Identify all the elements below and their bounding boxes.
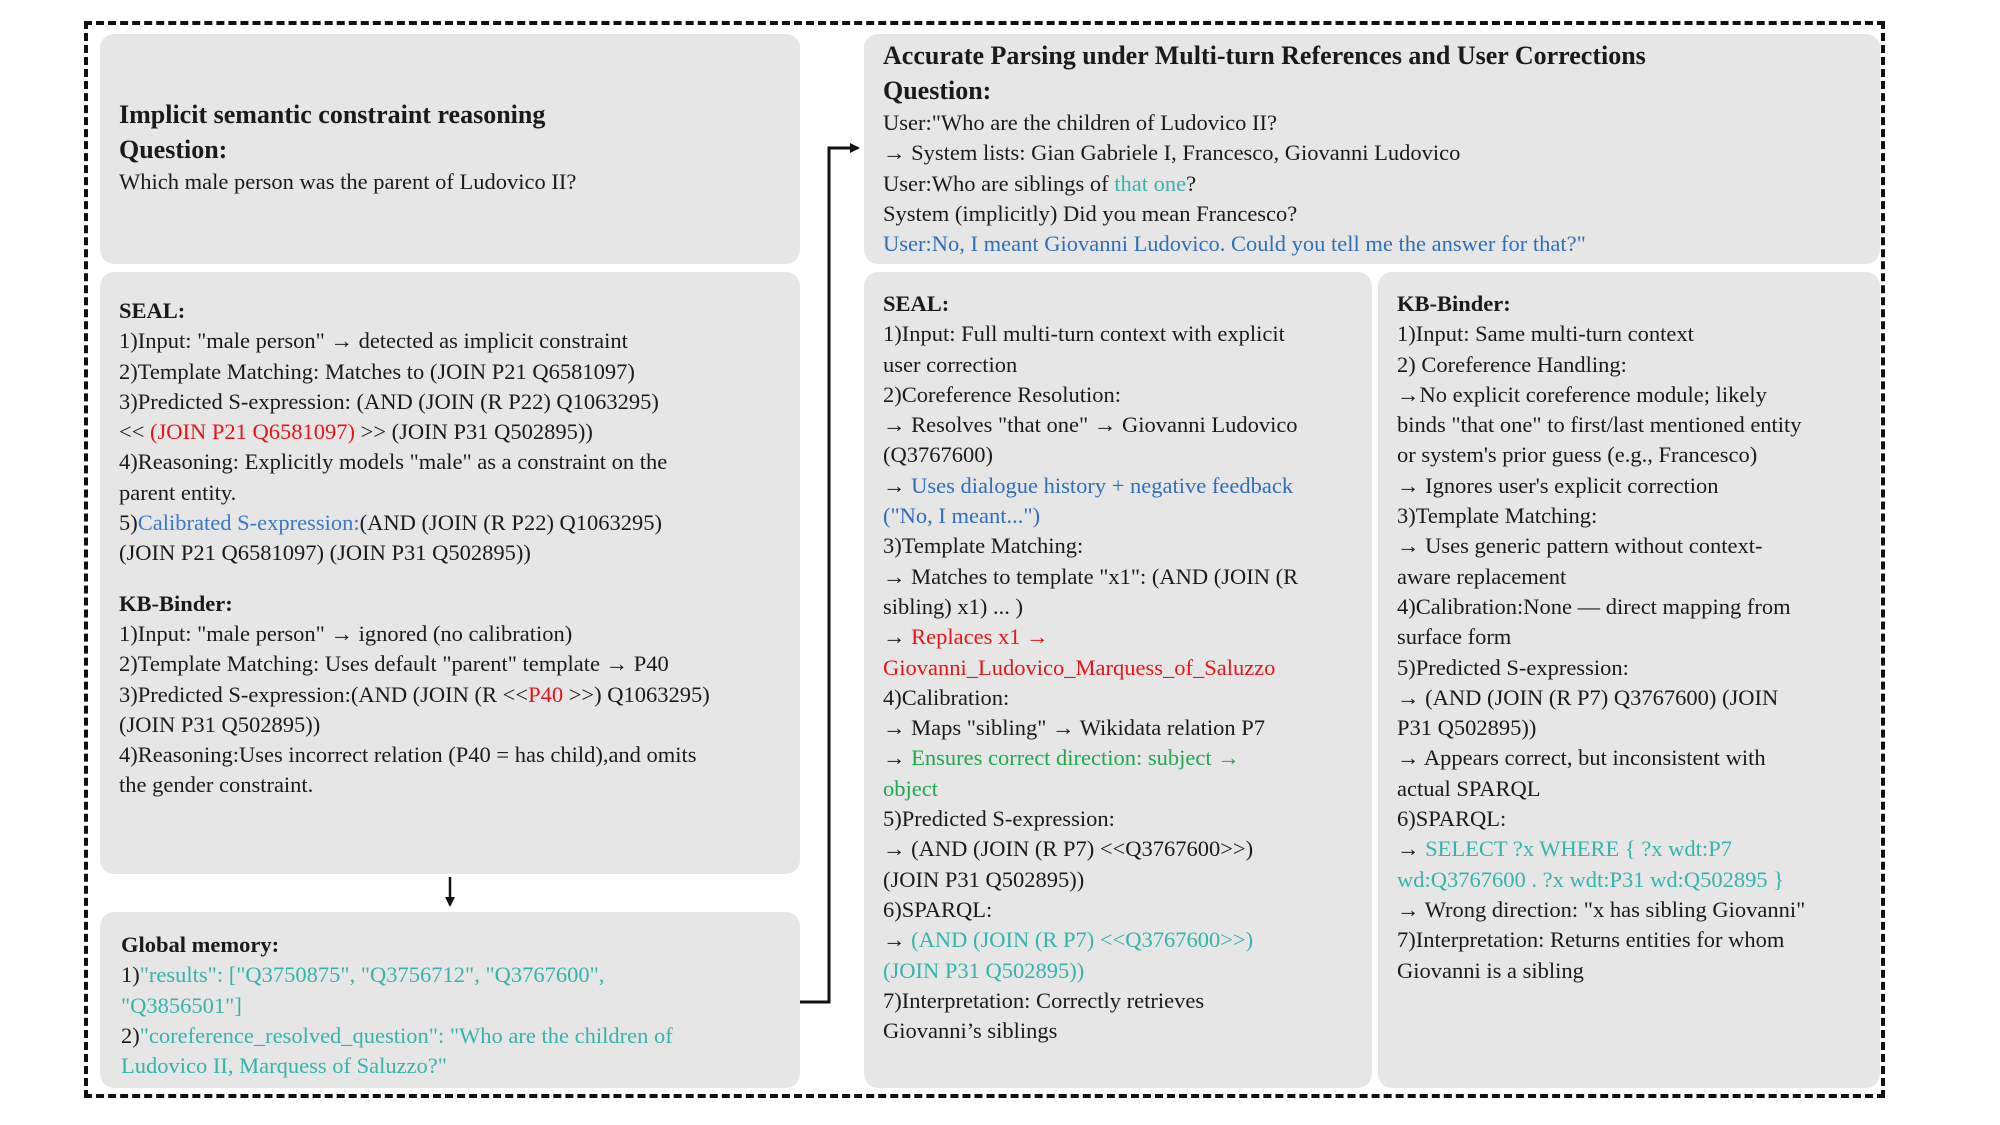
seal-mt-line: 7)Interpretation: Correctly retrieves: [883, 987, 1205, 1013]
seal-mt-line: object: [883, 775, 938, 801]
kb-line: 2)Template Matching: Uses default "parent" template → P40: [119, 651, 669, 677]
memory-line: Ludovico II, Marquess of Saluzzo?": [121, 1053, 447, 1079]
kb-line: (JOIN P31 Q502895)): [119, 711, 321, 737]
dialogue-line: User:No, I meant Giovanni Ludovico. Could you tell me the answer for that?": [883, 231, 1586, 257]
highlight-red: (JOIN P21 Q6581097): [150, 419, 356, 445]
seal-line: << (JOIN P21 Q6581097) >> (JOIN P31 Q502895)): [119, 419, 593, 445]
highlight-green: Ensures correct direction: subject →: [911, 745, 1240, 771]
seal-line: 2)Template Matching: Matches to (JOIN P21 Q6581097): [119, 358, 635, 384]
kb-mt-line: or system's prior guess (e.g., Francesco): [1397, 442, 1758, 468]
seal-line: 1)Input: "male person" → detected as implicit constraint: [119, 328, 628, 354]
kb-mt-line: → Ignores user's explicit correction: [1397, 472, 1719, 498]
dialogue-line: → System lists: Gian Gabriele I, Francesco, Giovanni Ludovico: [883, 140, 1461, 166]
highlight-teal: "results": ["Q3750875", "Q3756712", "Q3767600",: [139, 962, 605, 988]
highlight-teal: SELECT ?x WHERE { ?x wdt:P7: [1425, 836, 1732, 862]
kb-mt-line: binds "that one" to first/last mentioned entity: [1397, 412, 1802, 438]
kb-mt-line: 2) Coreference Handling:: [1397, 351, 1627, 377]
kb-line: the gender constraint.: [119, 772, 314, 798]
seal-line: parent entity.: [119, 479, 237, 505]
seal-mt-line: (Q3767600): [883, 442, 993, 468]
kb-line: 4)Reasoning:Uses incorrect relation (P40 = has child),and omits: [119, 742, 697, 768]
seal-mt-line: 1)Input: Full multi-turn context with explicit: [883, 321, 1285, 347]
memory-line: "Q3856501"]: [121, 992, 242, 1018]
kb-mt-line: 4)Calibration:None — direct mapping from: [1397, 593, 1791, 619]
seal-mt-line: sibling) x1) ... ): [883, 593, 1023, 619]
seal-mt-title: SEAL:: [883, 291, 950, 316]
seal-mt-line: 4)Calibration:: [883, 684, 1010, 710]
seal-mt-line: → Replaces x1 →: [883, 624, 1049, 650]
kb-mt-line: → SELECT ?x WHERE { ?x wdt:P7: [1397, 836, 1732, 862]
seal-mt-line: user correction: [883, 351, 1018, 377]
implicit-question-label: Question:: [119, 135, 228, 164]
kb-title-left: KB-Binder:: [119, 590, 233, 616]
highlight-blue: Calibrated S-expression:: [137, 510, 360, 536]
highlight-red: P40: [528, 681, 564, 707]
seal-mt-line: 5)Predicted S-expression:: [883, 806, 1115, 832]
seal-mt-line: 6)SPARQL:: [883, 896, 993, 922]
implicit-title: Implicit semantic constraint reasoning: [119, 100, 546, 129]
kb-mt-line: wd:Q3767600 . ?x wdt:P31 wd:Q502895 }: [1397, 866, 1785, 892]
highlight-red: Replaces x1 →: [911, 624, 1049, 650]
kb-mt-line: 5)Predicted S-expression:: [1397, 654, 1629, 680]
highlight-teal: that one: [1114, 170, 1187, 196]
implicit-question-text: Which male person was the parent of Ludovico II?: [119, 169, 577, 194]
kb-mt-line: 3)Template Matching:: [1397, 503, 1598, 529]
seal-mt-line: (JOIN P31 Q502895)): [883, 866, 1085, 892]
dialogue-line: System (implicitly) Did you mean Francesco?: [883, 200, 1298, 226]
kb-mt-line: actual SPARQL: [1397, 775, 1541, 801]
kb-mt-line: aware replacement: [1397, 563, 1567, 589]
kb-mt-line: surface form: [1397, 624, 1512, 650]
highlight-teal: "coreference_resolved_question": "Who are the children of: [139, 1022, 673, 1048]
seal-mt-line: → Maps "sibling" → Wikidata relation P7: [883, 715, 1266, 741]
kb-mt-title: KB-Binder:: [1397, 291, 1511, 316]
elbow-arrow: [800, 148, 858, 1002]
seal-line: 4)Reasoning: Explicitly models "male" as a constraint on the: [119, 449, 668, 475]
multiturn-title: Accurate Parsing under Multi-turn References and User Corrections: [883, 41, 1646, 70]
seal-line: 5)Calibrated S-expression:(AND (JOIN (R P22) Q1063295): [119, 510, 663, 536]
kb-line: 1)Input: "male person" → ignored (no calibration): [119, 620, 573, 646]
highlight-teal: (AND (JOIN (R P7) <<Q3767600>>): [911, 927, 1254, 953]
kb-mt-line: → Appears correct, but inconsistent with: [1397, 745, 1766, 771]
seal-mt-line: → Matches to template "x1": (AND (JOIN (R: [883, 563, 1299, 589]
dialogue-line: User:Who are siblings of that one?: [883, 170, 1197, 196]
seal-mt-line: → (AND (JOIN (R P7) <<Q3767600>>): [883, 836, 1254, 862]
highlight-blue: Uses dialogue history + negative feedback: [911, 472, 1294, 498]
kb-mt-line: 7)Interpretation: Returns entities for whom: [1397, 927, 1785, 953]
seal-mt-line: → Ensures correct direction: subject →: [883, 745, 1240, 771]
seal-line: 3)Predicted S-expression: (AND (JOIN (R P22) Q1063295): [119, 388, 659, 414]
kb-mt-line: P31 Q502895)): [1397, 715, 1537, 741]
kb-mt-line: → Wrong direction: "x has sibling Giovanni": [1397, 896, 1806, 922]
global-memory-title: Global memory:: [121, 932, 280, 957]
kb-mt-line: 1)Input: Same multi-turn context: [1397, 321, 1694, 347]
seal-mt-line: → Resolves "that one" → Giovanni Ludovico: [883, 412, 1298, 438]
seal-mt-line: Giovanni’s siblings: [883, 1018, 1058, 1044]
seal-mt-line: 2)Coreference Resolution:: [883, 381, 1122, 407]
seal-mt-line: (JOIN P31 Q502895)): [883, 957, 1085, 983]
seal-mt-line: → Uses dialogue history + negative feedback: [883, 472, 1294, 498]
seal-mt-line: ("No, I meant..."): [883, 503, 1041, 529]
seal-mt-line: Giovanni_Ludovico_Marquess_of_Saluzzo: [883, 654, 1276, 680]
seal-mt-line: → (AND (JOIN (R P7) <<Q3767600>>): [883, 927, 1254, 953]
kb-mt-line: → (AND (JOIN (R P7) Q3767600) (JOIN: [1397, 684, 1779, 710]
multiturn-question-label: Question:: [883, 76, 992, 105]
kb-mt-line: →No explicit coreference module; likely: [1397, 381, 1767, 407]
kb-mt-line: → Uses generic pattern without context-: [1397, 533, 1763, 559]
seal-mt-line: 3)Template Matching:: [883, 533, 1084, 559]
dialogue-line: User:"Who are the children of Ludovico II?: [883, 110, 1278, 135]
kb-line: 3)Predicted S-expression:(AND (JOIN (R <<P40 >>) Q1063295): [119, 681, 710, 707]
kb-mt-line: 6)SPARQL:: [1397, 806, 1507, 832]
seal-title-left: SEAL:: [119, 298, 186, 323]
kb-mt-line: Giovanni is a sibling: [1397, 957, 1584, 983]
seal-line: (JOIN P21 Q6581097) (JOIN P31 Q502895)): [119, 540, 531, 566]
memory-line: 2)"coreference_resolved_question": "Who are the children of: [121, 1022, 673, 1048]
memory-line: 1)"results": ["Q3750875", "Q3756712", "Q3767600",: [121, 962, 605, 988]
